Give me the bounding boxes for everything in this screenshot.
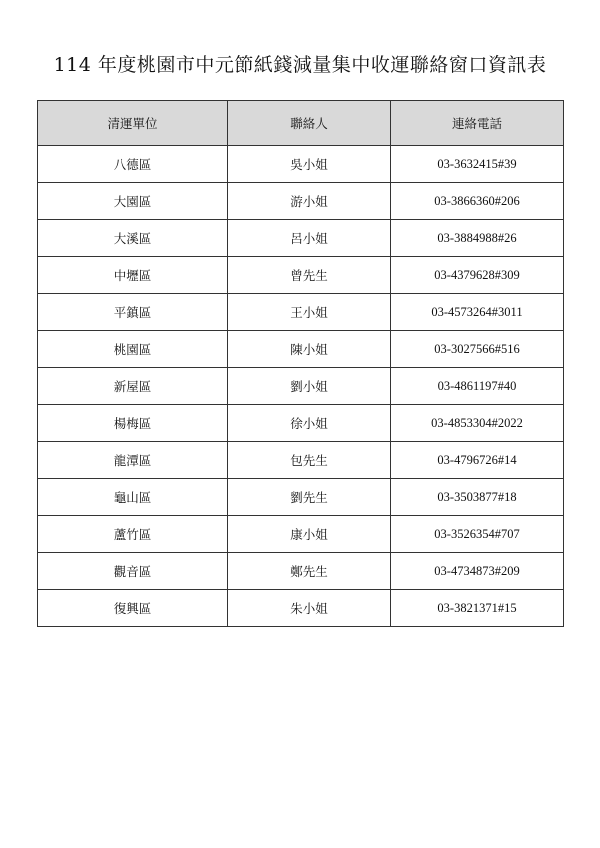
- phone-cell: 03-4573264#3011: [391, 294, 564, 331]
- page-title: 114 年度桃園市中元節紙錢減量集中收運聯絡窗口資訊表: [53, 54, 547, 76]
- table-row: [38, 257, 564, 294]
- contact-person-cell: 王小姐: [228, 294, 391, 331]
- district-cell: 桃園區: [38, 331, 228, 368]
- contact-person-cell: 陳小姐: [228, 331, 391, 368]
- district-cell: 龍潭區: [38, 442, 228, 479]
- contact-person-cell: 曾先生: [228, 257, 391, 294]
- table-row: [38, 220, 564, 257]
- phone-cell: 03-4861197#40: [391, 368, 564, 405]
- phone-cell: 03-3821371#15: [391, 590, 564, 627]
- contact-table: [37, 100, 564, 627]
- contact-person-cell: 徐小姐: [228, 405, 391, 442]
- phone-cell: 03-3884988#26: [391, 220, 564, 257]
- district-cell: 大溪區: [38, 220, 228, 257]
- phone-cell: 03-4734873#209: [391, 553, 564, 590]
- contact-person-cell: 呂小姐: [228, 220, 391, 257]
- district-cell: 龜山區: [38, 479, 228, 516]
- contact-person-cell: 包先生: [228, 442, 391, 479]
- table-row: [38, 590, 564, 627]
- phone-cell: 03-4379628#309: [391, 257, 564, 294]
- district-cell: 八德區: [38, 146, 228, 183]
- district-cell: 蘆竹區: [38, 516, 228, 553]
- table-row: [38, 516, 564, 553]
- phone-cell: 03-3632415#39: [391, 146, 564, 183]
- district-cell: 楊梅區: [38, 405, 228, 442]
- phone-cell: 03-4796726#14: [391, 442, 564, 479]
- contact-person-cell: 游小姐: [228, 183, 391, 220]
- column-header-contact: 聯絡人: [228, 101, 391, 146]
- contact-person-cell: 劉先生: [228, 479, 391, 516]
- contact-person-cell: 康小姐: [228, 516, 391, 553]
- column-header-phone: 連絡電話: [391, 101, 564, 146]
- district-cell: 大園區: [38, 183, 228, 220]
- phone-cell: 03-4853304#2022: [391, 405, 564, 442]
- table-row: [38, 331, 564, 368]
- phone-cell: 03-3866360#206: [391, 183, 564, 220]
- table-row: [38, 479, 564, 516]
- table-row: [38, 294, 564, 331]
- contact-person-cell: 吳小姐: [228, 146, 391, 183]
- table-row: [38, 146, 564, 183]
- district-cell: 中壢區: [38, 257, 228, 294]
- phone-cell: 03-3027566#516: [391, 331, 564, 368]
- table-row: [38, 405, 564, 442]
- district-cell: 觀音區: [38, 553, 228, 590]
- phone-cell: 03-3503877#18: [391, 479, 564, 516]
- contact-person-cell: 鄭先生: [228, 553, 391, 590]
- table-row: [38, 368, 564, 405]
- contact-person-cell: 劉小姐: [228, 368, 391, 405]
- table-row: [38, 183, 564, 220]
- column-header-unit: 清運單位: [38, 101, 228, 146]
- table-body: [38, 146, 564, 627]
- district-cell: 新屋區: [38, 368, 228, 405]
- table-row: [38, 442, 564, 479]
- contact-person-cell: 朱小姐: [228, 590, 391, 627]
- district-cell: 平鎮區: [38, 294, 228, 331]
- table-header-row: [38, 101, 564, 146]
- table-row: [38, 553, 564, 590]
- district-cell: 復興區: [38, 590, 228, 627]
- phone-cell: 03-3526354#707: [391, 516, 564, 553]
